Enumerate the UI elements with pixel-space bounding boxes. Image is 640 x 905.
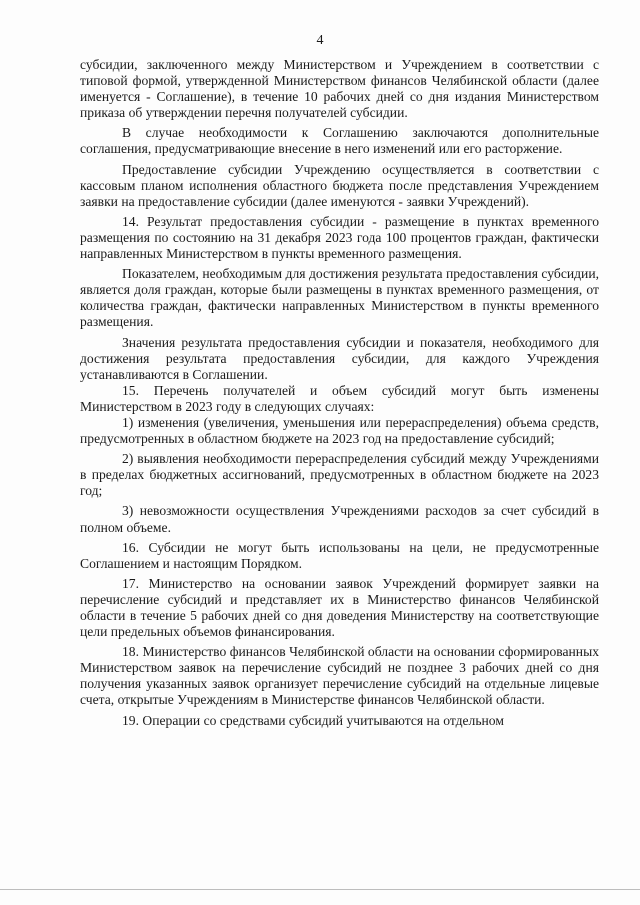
paragraph-additional-agreements: В случае необходимости к Соглашению заключаются дополнительные соглашения, предусматривающие внесение в него изменений или его расторжение. (80, 125, 599, 157)
paragraph-values: Значения результата предоставления субсидии и показателя, необходимого для достижения результата предоставления субсидии, для каждого Учреждения устанавливаются в Соглашении. (80, 334, 599, 382)
paragraph-item-15: 15. Перечень получателей и объем субсидий могут быть изменены Министерством в 2023 году в следующих случаях: (80, 382, 599, 414)
paragraph-item-17: 17. Министерство на основании заявок Учреждений формирует заявки на перечисление субсидий и представляет их в Министерство финансов Челябинской области в течение 5 рабочих дней со дня доведения Министерству на соответствующие цели предельных объемов финансирования. (80, 575, 599, 640)
page-number: 4 (316, 33, 324, 48)
paragraph-item-14: 14. Результат предоставления субсидии - размещение в пунктах временного размещения по состоянию на 31 декабря 2023 года 100 процентов граждан, фактически направленных Министерством в пункты временного размещения. (80, 213, 599, 262)
paragraph-item-18: 18. Министерство финансов Челябинской области на основании сформированных Министерством заявок на перечисление субсидий не позднее 3 рабочих дней со дня получения указанных заявок организует перечисление субсидий на отдельные лицевые счета, открытые Учреждениям в Министерстве финансов Челябинской области. (80, 644, 599, 708)
paragraph-subsidy-agreement: субсидии, заключенного между Министерством и Учреждением в соответствии с типовой формой, утвержденной Министерством финансов Челябинской области (далее именуется - Соглашение), в течение 10 рабочих дней со дня издания Министерством приказа об утверждении перечня получателей субсидии. (80, 57, 599, 121)
paragraph-case-1: 1) изменения (увеличения, уменьшения или перераспределения) объема средств, предусмотренных в областном бюджете на 2023 год на предоставление субсидий; (80, 414, 599, 447)
paragraph-case-2: 2) выявления необходимости перераспределения субсидий между Учреждениями в пределах бюджетных ассигнований, предусмотренных в областном бюджете на 2023 год; (80, 451, 599, 499)
paragraph-item-16: 16. Субсидии не могут быть использованы на цели, не предусмотренные Соглашением и настоящим Порядком. (80, 539, 599, 571)
document-body (80, 57, 599, 729)
paragraph-indicator: Показателем, необходимым для достижения результата предоставления субсидии, является доля граждан, которые были размещены в пунктах временного размещения, от количества граждан, фактически направленных Министерством в пункты временного размещения. (80, 266, 599, 330)
page-bottom-edge (0, 889, 640, 890)
paragraph-item-19: 19. Операции со средствами субсидий учитываются на отдельном (122, 712, 504, 728)
paragraph-case-3: 3) невозможности осуществления Учреждениями расходов за счет субсидий в полном объеме. (80, 503, 599, 535)
paragraph-cash-plan: Предоставление субсидии Учреждению осуществляется в соответствии с кассовым планом исполнения областного бюджета после представления Учреждением заявки на предоставление субсидии (далее именуются - заявки Учреждений). (80, 161, 599, 209)
